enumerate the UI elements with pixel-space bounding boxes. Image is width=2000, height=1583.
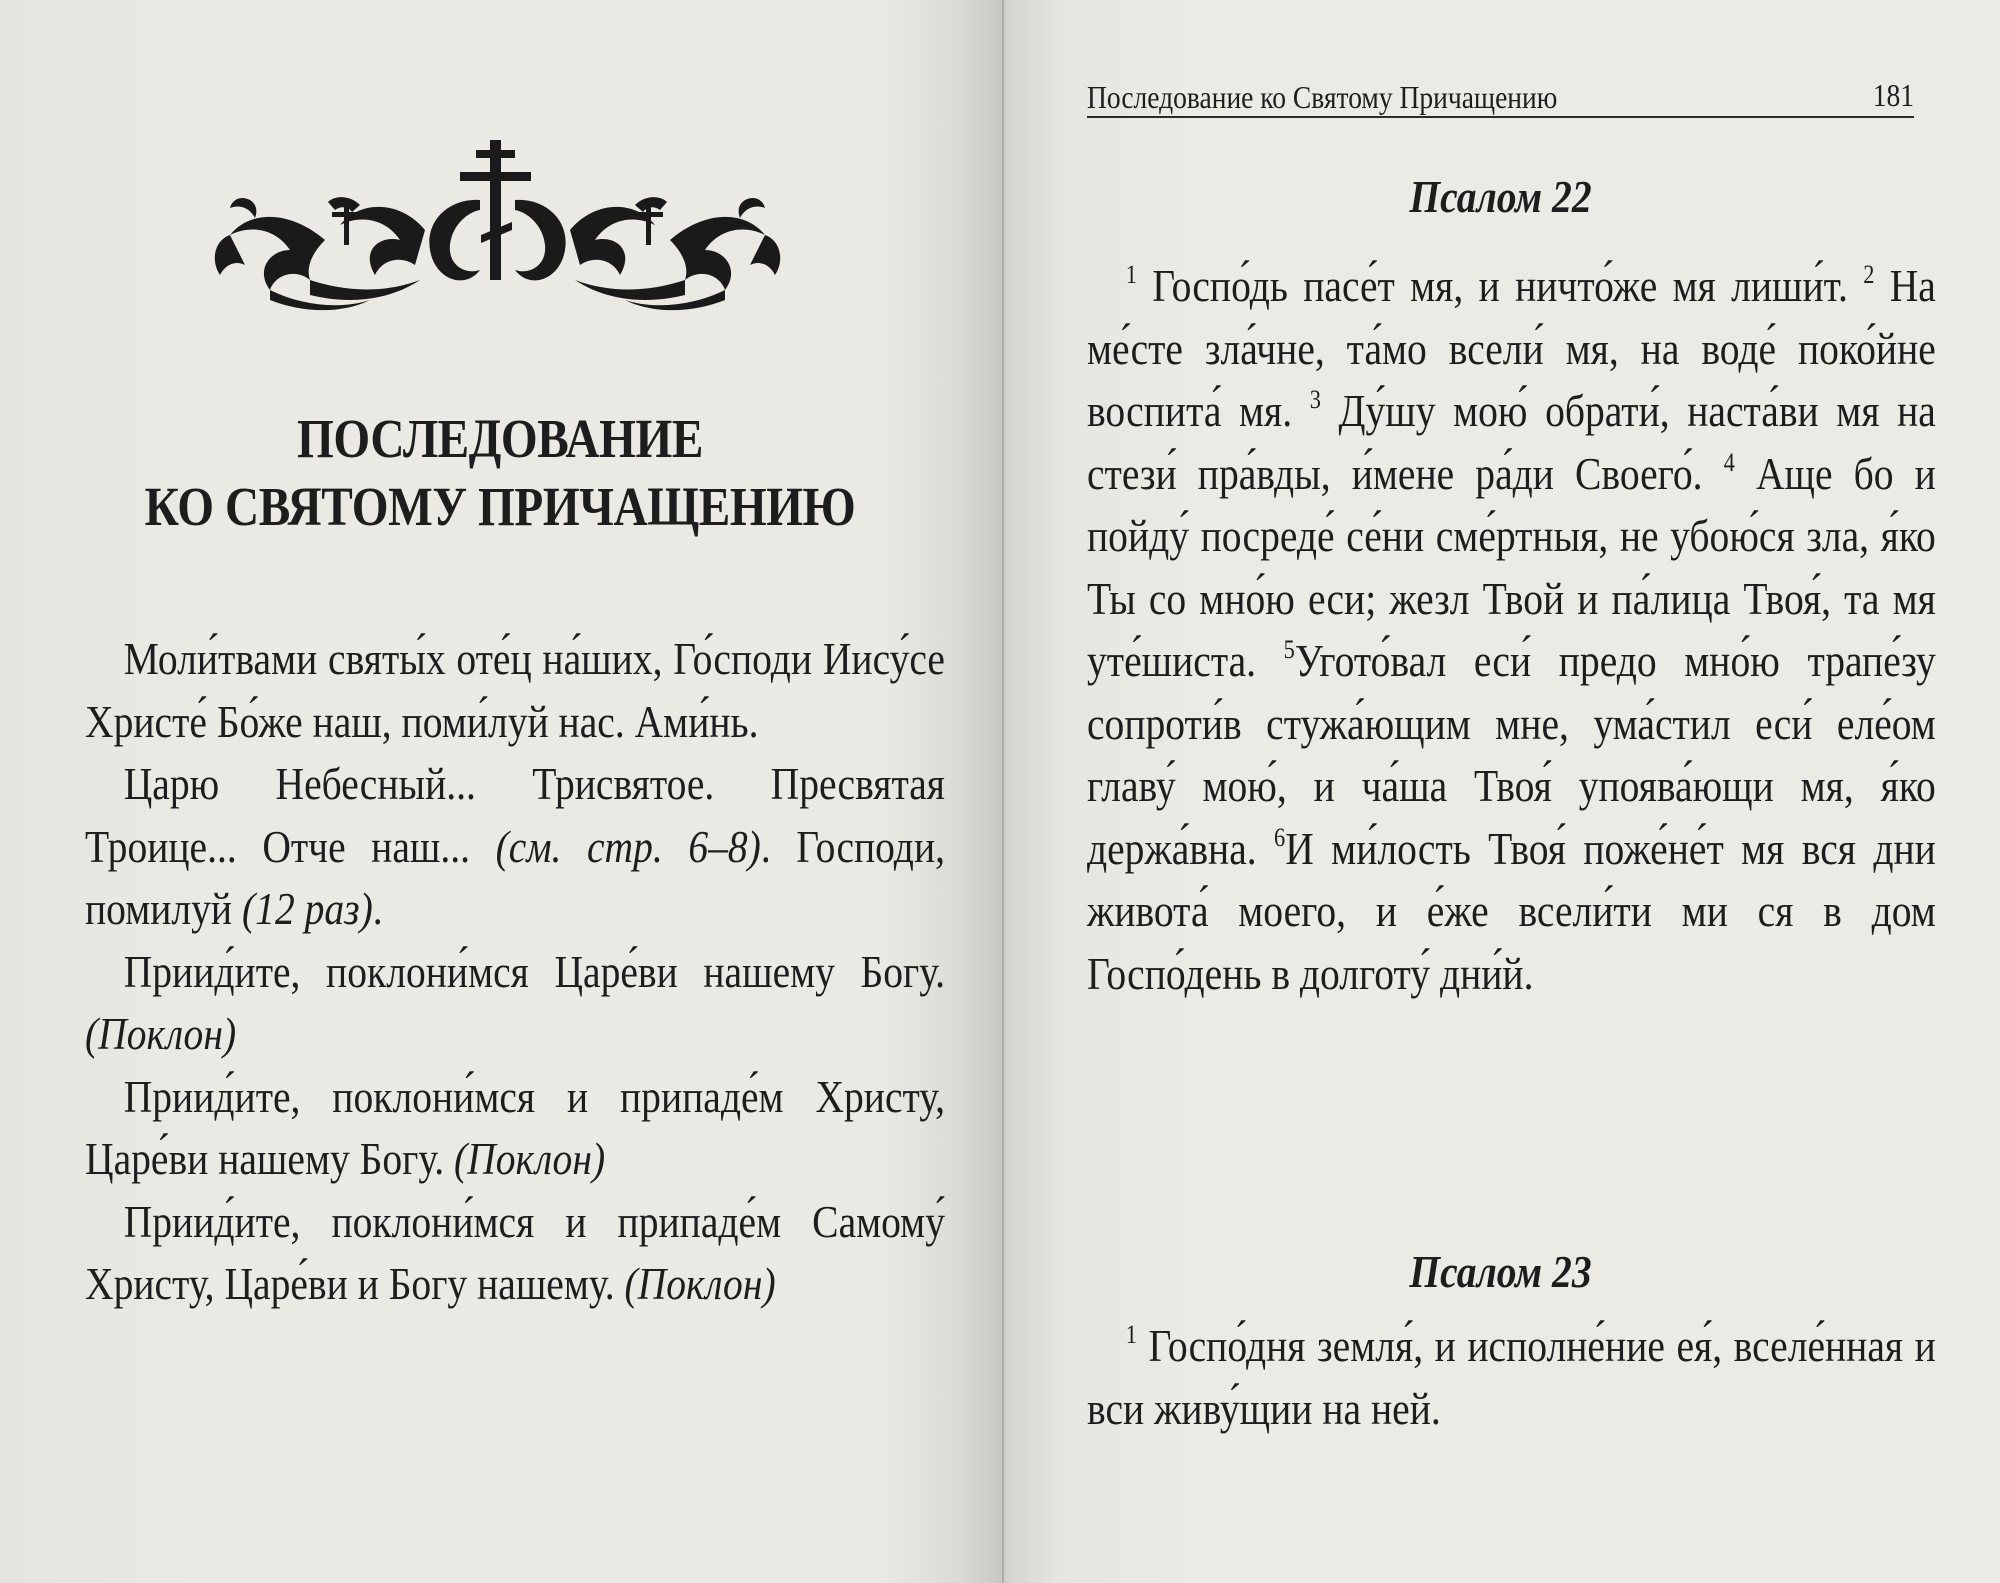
- page-number: 181: [1872, 77, 1914, 113]
- psalm-22-title: Псалом 22: [1409, 171, 1592, 222]
- verse-number: 5: [1283, 635, 1295, 664]
- rubric-bow: (Поклон): [624, 1258, 776, 1309]
- paragraph-come-worship-2: Приид́ите, поклони́мся и припаде́м Христу, Царе́ви нашему Богу. (Поклон): [85, 1070, 945, 1184]
- verse-number: 6: [1274, 822, 1286, 852]
- paragraph-trisagion: Царю Небесный... Трисвятое. Пресвятая Троице... Отче наш... (см. стр. 6–8). Господи, помилуй (12 раз).: [85, 758, 945, 934]
- verse-number: 1: [1125, 260, 1137, 289]
- verse-number: 3: [1309, 385, 1321, 414]
- chapter-title: [122, 405, 879, 541]
- rubric-bow: (Поклон): [85, 1008, 237, 1059]
- chapter-title-line2: КО СВЯТОМУ ПРИЧАЩЕНИЮ: [144, 476, 856, 537]
- repeat-count: (12 раз): [241, 883, 373, 934]
- verse-number: 1: [1125, 1320, 1137, 1349]
- psalm-22-verses: $^1$ Госпо́дь пасе́т мя, и ничто́же мя лиши́т. $^2$ На ме́сте зла́чне, та́мо всели́ мя, на воде́ поко́йне воспита́ мя. $^3$ Ду́шу мою́ обрати́, наста́ви мя на стези́ пра́вды, и́мене ра́ди Своего́. $^4$ Аще бо и пойду́ посреде́ се́ни сме́ртныя, не убою́ся зла, я́ко Ты со мно́ю еси; жезл Твой и па́лица Твоя́, та мя уте́шиста. $^5$Угото́вал еси́ предо мно́ю трапе́зу сопроти́в стужа́ющим мне, ума́стил еси́ еле́ом главу́ мою́, и ча́ша Твоя́ упоява́ющи мя, я́ко держа́вна. $^6$И ми́лость Твоя́ поже́не́т мя вся дни живота́ моего, и е́же всели́ти ми ся в дом Госпо́день в долготу́ дни́й.: [1087, 260, 1936, 999]
- cross-ornament-icon: [210, 140, 785, 315]
- paragraph-come-worship-3: Приид́ите, поклони́мся и припаде́м Самому́ Христу, Царе́ви и Богу нашему. (Поклон): [85, 1195, 945, 1309]
- rubric-bow: (Поклон): [453, 1133, 606, 1184]
- verse-number: 2: [1863, 260, 1875, 289]
- chapter-title-line1: ПОСЛЕДОВАНИЕ: [297, 408, 703, 469]
- psalm-23-text: [1087, 1315, 1936, 1440]
- paragraph-prayer: Моли́твами святы́х оте́ц на́ших, Го́споди Иису́се Христе́ Бо́же наш, поми́луй нас. Ами́нь.: [85, 633, 945, 747]
- verse-number: 4: [1723, 447, 1735, 477]
- running-head-title: Последование ко Святому Причащению: [1087, 79, 1558, 115]
- page-reference: (см. стр. 6–8): [495, 820, 761, 872]
- left-body-text: [85, 628, 945, 1316]
- book-spine: [1002, 0, 1004, 1583]
- psalm-23-verses: $^1$ Госпо́дня земля́, и исполне́ние ея́, вселе́нная и вси живу́щии на ней.: [1087, 1320, 1936, 1434]
- paragraph-come-worship-1: Приид́ите, поклони́мся Царе́ви нашему Богу. (Поклон): [85, 945, 945, 1059]
- psalm-23-title: Псалом 23: [1409, 1246, 1592, 1297]
- psalm-22-text: [1087, 255, 1936, 1005]
- running-head: [1087, 78, 1914, 118]
